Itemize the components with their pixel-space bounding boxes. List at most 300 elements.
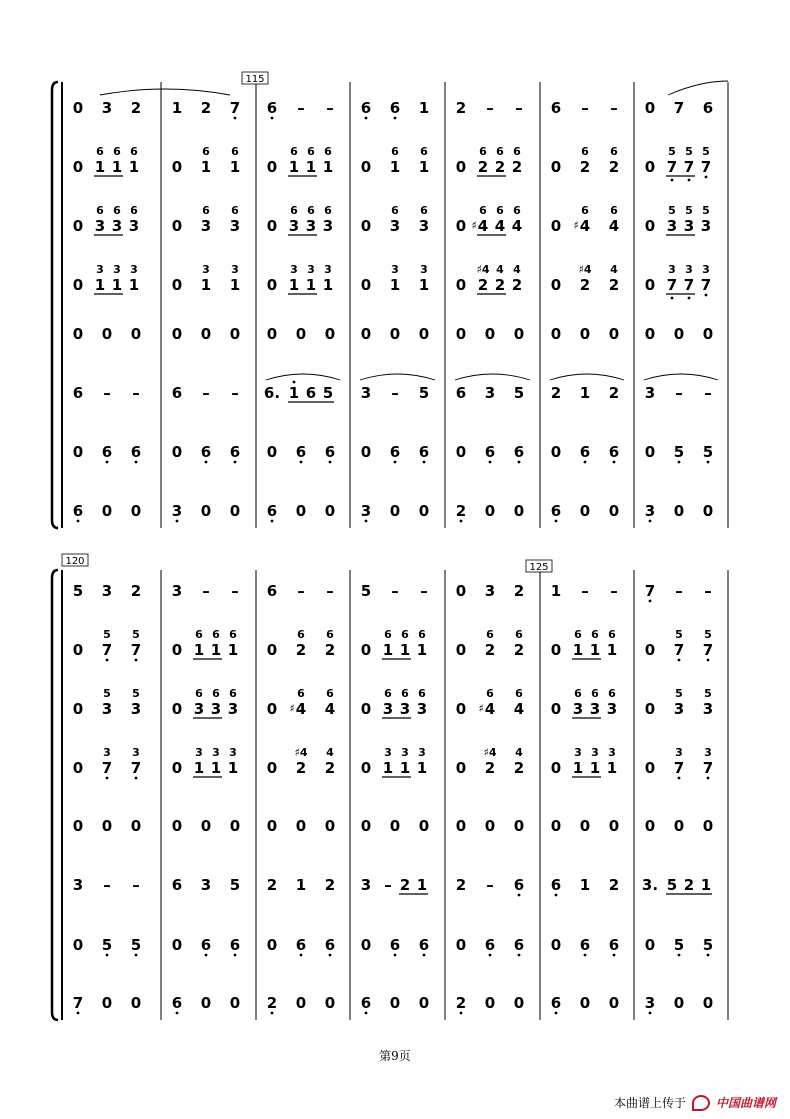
note-digit: 2	[295, 641, 307, 659]
note-digit: 0	[130, 502, 142, 520]
note-digit: 3.	[641, 876, 659, 894]
note-digit: 6	[229, 936, 241, 954]
note-digit: 2	[513, 641, 525, 659]
octave-low-dot	[135, 659, 138, 662]
note-digit: 1	[589, 759, 601, 777]
note-digit: 0	[513, 502, 525, 520]
octave-low-dot	[707, 461, 710, 464]
note-digit: 6	[418, 936, 430, 954]
note-digit: 3	[702, 700, 714, 718]
note-digit: 0	[101, 502, 113, 520]
note-digit: 1	[382, 641, 394, 659]
note-digit: 6	[360, 994, 372, 1012]
note-digit: 0	[550, 700, 562, 718]
note-digit: 0	[324, 817, 336, 835]
note-digit: 7	[700, 158, 712, 176]
octave-low-dot	[649, 1012, 652, 1015]
chord-note-digit: ♯4	[483, 746, 497, 759]
chord-note-digit: 6	[96, 204, 104, 217]
note-digit: 5	[322, 384, 334, 402]
octave-low-dot	[300, 461, 303, 464]
sustain-dash: –	[231, 582, 239, 600]
note-digit: 1	[418, 99, 430, 117]
chord-note-digit: 3	[418, 746, 426, 759]
note-digit: 0	[484, 994, 496, 1012]
note-digit: 0	[266, 158, 278, 176]
octave-low-dot	[678, 777, 681, 780]
chord-note-digit: 6	[297, 687, 305, 700]
note-digit: 2	[608, 158, 620, 176]
chord-note-digit: 3	[324, 263, 332, 276]
note-digit: 0	[266, 217, 278, 235]
note-digit: 0	[484, 325, 496, 343]
note-digit: 0	[360, 325, 372, 343]
chord-note-digit: 6	[513, 145, 521, 158]
note-digit: 0	[673, 325, 685, 343]
note-digit: 0	[550, 443, 562, 461]
chord-note-digit: 3	[685, 263, 693, 276]
note-digit: 0	[360, 217, 372, 235]
chord-note-digit: 3	[702, 263, 710, 276]
chord-note-digit: 6	[591, 628, 599, 641]
sustain-dash: –	[704, 384, 712, 402]
note-digit: 1	[572, 641, 584, 659]
note-digit: 0	[608, 994, 620, 1012]
octave-low-dot	[271, 117, 274, 120]
note-digit: 1	[288, 276, 300, 294]
note-digit: 3	[229, 217, 241, 235]
note-digit: 5	[673, 443, 685, 461]
chord-note-digit: 3	[103, 746, 111, 759]
chord-note-digit: 3	[591, 746, 599, 759]
chord-note-digit: 6	[195, 628, 203, 641]
note-digit: 6	[550, 876, 562, 894]
note-digit: 3	[360, 502, 372, 520]
note-digit: 6	[101, 443, 113, 461]
chord-note-digit: 6	[391, 145, 399, 158]
sustain-dash: –	[231, 384, 239, 402]
octave-low-dot	[584, 954, 587, 957]
note-digit: 0	[673, 817, 685, 835]
note-digit: 0	[72, 759, 84, 777]
note-digit: 0	[101, 325, 113, 343]
octave-low-dot	[460, 520, 463, 523]
note-digit: 5	[673, 936, 685, 954]
note-digit: 0	[360, 443, 372, 461]
note-digit: 0	[513, 325, 525, 343]
note-digit: 2	[477, 276, 489, 294]
octave-low-dot	[77, 520, 80, 523]
note-digit: 2	[511, 276, 523, 294]
note-digit: 1	[210, 641, 222, 659]
note-digit: 0	[360, 700, 372, 718]
chord-note-digit: 3	[212, 746, 220, 759]
octave-low-dot	[678, 461, 681, 464]
note-digit: 2	[494, 276, 506, 294]
note-digit: 4	[511, 217, 523, 235]
octave-low-dot	[678, 659, 681, 662]
chord-note-digit: 3	[420, 263, 428, 276]
note-digit: 5	[418, 384, 430, 402]
slur-arc	[668, 81, 728, 95]
chord-note-digit: ♯4	[476, 263, 490, 276]
chord-note-digit: 6	[496, 145, 504, 158]
note-digit: 6	[579, 936, 591, 954]
note-digit: 1	[94, 158, 106, 176]
note-digit: 3	[416, 700, 428, 718]
note-digit: 6	[171, 384, 183, 402]
system-brace	[52, 82, 58, 528]
note-digit: 0	[644, 217, 656, 235]
note-digit: 0	[579, 502, 591, 520]
note-digit: 3	[171, 582, 183, 600]
note-digit: 1	[229, 276, 241, 294]
chord-note-digit: 6	[515, 628, 523, 641]
sustain-dash: –	[326, 582, 334, 600]
slur-arc	[550, 374, 624, 380]
note-digit: 0	[171, 936, 183, 954]
note-digit: 0	[229, 502, 241, 520]
note-digit: 0	[229, 817, 241, 835]
note-digit: 3	[130, 700, 142, 718]
chord-note-digit: 6	[231, 145, 239, 158]
chord-note-digit: 3	[195, 746, 203, 759]
note-digit: 6	[324, 443, 336, 461]
slur-arc	[455, 374, 530, 380]
note-digit: 0	[484, 502, 496, 520]
note-digit: 0	[295, 994, 307, 1012]
octave-low-dot	[106, 461, 109, 464]
chord-note-digit: 6	[486, 628, 494, 641]
sustain-dash: –	[202, 582, 210, 600]
note-digit: 1	[128, 158, 140, 176]
chord-note-digit: 6	[290, 145, 298, 158]
note-digit: 0	[360, 158, 372, 176]
chord-note-digit: 6	[479, 204, 487, 217]
note-digit: 2	[130, 582, 142, 600]
chord-note-digit: 6	[608, 687, 616, 700]
chord-note-digit: 6	[401, 687, 409, 700]
note-digit: 6	[484, 936, 496, 954]
chord-note-digit: 6	[326, 687, 334, 700]
note-digit: 2	[494, 158, 506, 176]
note-digit: 0	[673, 994, 685, 1012]
chord-note-digit: 5	[132, 687, 140, 700]
note-digit: 0	[266, 443, 278, 461]
note-digit: 3	[399, 700, 411, 718]
octave-low-dot	[671, 179, 674, 182]
note-digit: 0	[171, 325, 183, 343]
note-digit: 3	[305, 217, 317, 235]
note-digit: 7	[72, 994, 84, 1012]
note-digit: 3	[389, 217, 401, 235]
note-digit: 0	[266, 276, 278, 294]
note-digit: 0	[644, 700, 656, 718]
note-digit: 0	[324, 994, 336, 1012]
note-digit: 0	[130, 325, 142, 343]
note-digit: 0	[295, 325, 307, 343]
note-digit: 3	[288, 217, 300, 235]
chord-note-digit: 5	[685, 204, 693, 217]
note-digit: 0	[266, 641, 278, 659]
chord-note-digit: 5	[704, 628, 712, 641]
octave-low-dot	[394, 117, 397, 120]
note-digit: 1	[418, 276, 430, 294]
chord-note-digit: 6	[384, 687, 392, 700]
note-digit: 0	[200, 325, 212, 343]
note-digit: 1	[416, 641, 428, 659]
note-digit: 6	[171, 876, 183, 894]
octave-low-dot	[584, 461, 587, 464]
note-digit: 0	[455, 217, 467, 235]
octave-low-dot	[705, 176, 708, 179]
octave-low-dot	[649, 520, 652, 523]
chord-note-digit: 6	[212, 628, 220, 641]
note-digit: 0	[360, 817, 372, 835]
site-footer[interactable]	[614, 1094, 776, 1111]
note-digit: 6	[229, 443, 241, 461]
note-digit: 1	[572, 759, 584, 777]
note-digit: 0	[455, 276, 467, 294]
measure-number: 125	[529, 562, 549, 573]
note-digit: 1	[227, 759, 239, 777]
note-digit: 2	[513, 582, 525, 600]
octave-low-dot	[365, 520, 368, 523]
note-digit: 3	[200, 876, 212, 894]
note-digit: 0	[608, 325, 620, 343]
sustain-dash: –	[704, 582, 712, 600]
chord-note-digit: 6	[113, 145, 121, 158]
note-digit: 2	[455, 994, 467, 1012]
chord-note-digit: 3	[675, 746, 683, 759]
score-system-2	[52, 554, 728, 1020]
note-digit: 7	[683, 158, 695, 176]
octave-low-dot	[106, 777, 109, 780]
note-digit: 3	[673, 700, 685, 718]
octave-low-dot	[423, 461, 426, 464]
chord-note-digit: 6	[581, 145, 589, 158]
note-digit: 2	[295, 759, 307, 777]
chord-note-digit: 6	[391, 204, 399, 217]
note-digit: 0	[550, 641, 562, 659]
note-digit: 5	[229, 876, 241, 894]
sustain-dash: –	[515, 99, 523, 117]
note-digit: 0	[455, 936, 467, 954]
chord-note-digit: 6	[229, 628, 237, 641]
sustain-dash: –	[581, 99, 589, 117]
chord-note-digit: 6	[513, 204, 521, 217]
chord-note-digit: 5	[103, 628, 111, 641]
octave-low-dot	[176, 1012, 179, 1015]
note-digit: 2	[455, 502, 467, 520]
octave-low-dot	[671, 297, 674, 300]
note-digit: 0	[673, 502, 685, 520]
note-digit: 0	[455, 443, 467, 461]
note-digit: 6	[200, 443, 212, 461]
sharp-accidental: ♯	[289, 702, 295, 715]
note-digit: 2	[579, 158, 591, 176]
note-digit: 0	[550, 817, 562, 835]
note-digit: 1	[193, 641, 205, 659]
note-digit: 3	[200, 217, 212, 235]
note-digit: 0	[389, 817, 401, 835]
octave-low-dot	[205, 954, 208, 957]
note-digit: 1	[171, 99, 183, 117]
sharp-accidental: ♯	[478, 702, 484, 715]
note-digit: 2	[484, 641, 496, 659]
chord-note-digit: 6	[231, 204, 239, 217]
sustain-dash: –	[581, 582, 589, 600]
chord-note-digit: 6	[113, 204, 121, 217]
octave-low-dot	[205, 461, 208, 464]
slur-arc	[100, 89, 230, 95]
note-digit: 2	[550, 384, 562, 402]
note-digit: 6	[324, 936, 336, 954]
note-digit: 7	[666, 158, 678, 176]
note-digit: 3	[644, 502, 656, 520]
chord-note-digit: 6	[515, 687, 523, 700]
page-number: 第9页	[379, 1049, 411, 1063]
note-digit: 3	[101, 700, 113, 718]
chord-note-digit: 3	[202, 263, 210, 276]
note-digit: 0	[229, 325, 241, 343]
note-digit: 0	[702, 502, 714, 520]
note-digit: 6.	[263, 384, 281, 402]
octave-low-dot	[106, 659, 109, 662]
octave-low-dot	[489, 461, 492, 464]
note-digit: 0	[266, 325, 278, 343]
note-digit: 3	[683, 217, 695, 235]
note-digit: 0	[171, 443, 183, 461]
chord-note-digit: 4	[326, 746, 334, 759]
chord-note-digit: 3	[384, 746, 392, 759]
note-digit: 6	[266, 99, 278, 117]
note-digit: 0	[455, 817, 467, 835]
note-digit: 1	[589, 641, 601, 659]
note-digit: 1	[229, 158, 241, 176]
note-digit: 7	[673, 99, 685, 117]
note-digit: 1	[382, 759, 394, 777]
note-digit: 6	[608, 936, 620, 954]
chord-note-digit: 5	[702, 145, 710, 158]
sustain-dash: –	[610, 99, 618, 117]
chord-note-digit: 6	[574, 687, 582, 700]
note-digit: 7	[702, 641, 714, 659]
note-digit: 3	[700, 217, 712, 235]
note-digit: 3	[227, 700, 239, 718]
note-digit: 0	[101, 994, 113, 1012]
note-digit: 1	[193, 759, 205, 777]
note-digit: 0	[200, 817, 212, 835]
note-digit: 0	[418, 325, 430, 343]
chord-note-digit: 5	[668, 204, 676, 217]
note-digit: 3	[72, 876, 84, 894]
chord-note-digit: 3	[130, 263, 138, 276]
sustain-dash: –	[486, 99, 494, 117]
note-digit: 3	[111, 217, 123, 235]
octave-low-dot	[234, 954, 237, 957]
chord-note-digit: 6	[608, 628, 616, 641]
note-digit: 5	[666, 876, 678, 894]
note-digit: 6	[130, 443, 142, 461]
octave-low-dot	[460, 1012, 463, 1015]
chord-note-digit: ♯4	[294, 746, 308, 759]
note-digit: 6	[513, 936, 525, 954]
note-digit: 3	[322, 217, 334, 235]
chord-note-digit: 6	[418, 687, 426, 700]
note-digit: 2	[513, 759, 525, 777]
note-digit: 0	[266, 936, 278, 954]
chord-note-digit: 6	[574, 628, 582, 641]
note-digit: 0	[702, 994, 714, 1012]
chord-note-digit: 6	[610, 145, 618, 158]
note-digit: 0	[101, 817, 113, 835]
note-digit: 1	[322, 276, 334, 294]
note-digit: 0	[455, 158, 467, 176]
octave-low-dot	[106, 954, 109, 957]
note-digit: 0	[72, 158, 84, 176]
site-logo-text[interactable]: 中国曲谱网	[715, 1096, 776, 1110]
chord-note-digit: 4	[515, 746, 523, 759]
octave-low-dot	[555, 1012, 558, 1015]
note-digit: 6	[295, 936, 307, 954]
note-digit: 4	[295, 700, 307, 718]
note-digit: 4	[513, 700, 525, 718]
note-digit: 1	[288, 384, 300, 402]
note-digit: 6	[72, 502, 84, 520]
chord-note-digit: 6	[202, 204, 210, 217]
octave-low-dot	[707, 954, 710, 957]
note-digit: 6	[266, 502, 278, 520]
sharp-accidental: ♯	[471, 219, 477, 232]
chord-note-digit: 3	[132, 746, 140, 759]
octave-low-dot	[394, 461, 397, 464]
note-digit: 1	[606, 759, 618, 777]
note-digit: 3	[484, 384, 496, 402]
note-digit: 1	[111, 276, 123, 294]
note-digit: 6	[200, 936, 212, 954]
note-digit: 0	[72, 325, 84, 343]
note-digit: 0	[72, 936, 84, 954]
note-digit: 3	[644, 994, 656, 1012]
note-digit: 2	[130, 99, 142, 117]
octave-low-dot	[688, 179, 691, 182]
note-digit: 0	[389, 325, 401, 343]
note-digit: 1	[210, 759, 222, 777]
note-digit: 0	[295, 502, 307, 520]
chord-note-digit: 3	[231, 263, 239, 276]
score-system-1	[52, 72, 728, 528]
note-digit: 0	[644, 158, 656, 176]
measure-number: 120	[65, 556, 85, 567]
slur-arc	[360, 374, 435, 380]
note-digit: 0	[266, 700, 278, 718]
note-digit: 1	[305, 158, 317, 176]
note-digit: 0	[550, 158, 562, 176]
note-digit: 0	[484, 817, 496, 835]
note-digit: 1	[399, 641, 411, 659]
note-digit: 7	[130, 759, 142, 777]
note-digit: 7	[683, 276, 695, 294]
note-digit: 6	[550, 994, 562, 1012]
note-digit: 0	[171, 217, 183, 235]
note-digit: 0	[418, 502, 430, 520]
chord-note-digit: 6	[591, 687, 599, 700]
note-digit: 0	[200, 994, 212, 1012]
sharp-accidental: ♯	[573, 219, 579, 232]
note-digit: 0	[72, 276, 84, 294]
note-digit: 4	[477, 217, 489, 235]
